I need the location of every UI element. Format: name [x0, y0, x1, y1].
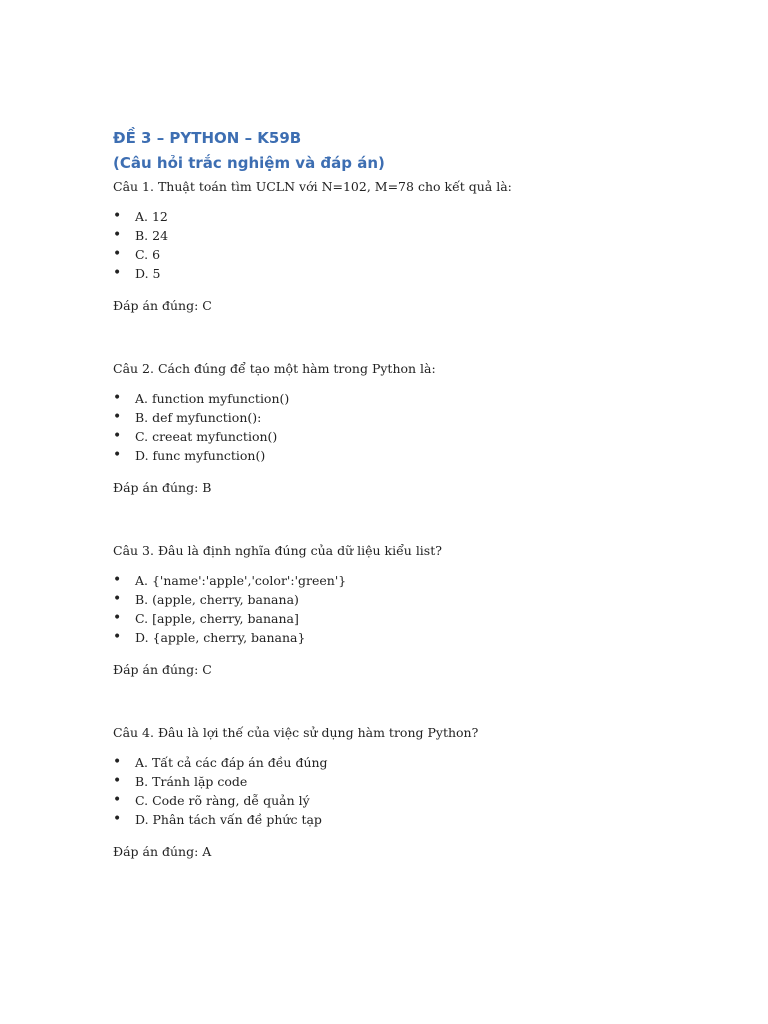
option-a	[113, 207, 713, 226]
question-2	[113, 359, 713, 498]
document-title: ĐỀ 3 – PYTHON – K59B	[113, 129, 302, 147]
option-c	[113, 427, 713, 446]
option-a	[113, 389, 713, 408]
option-c	[113, 245, 713, 264]
bullet-icon: •	[113, 265, 122, 281]
option-a	[113, 753, 713, 772]
bullet-icon: •	[113, 792, 122, 808]
bullet-icon: •	[113, 591, 122, 607]
option-label: D. {apple, cherry, banana}	[135, 630, 306, 645]
option-b	[113, 408, 713, 427]
option-d	[113, 628, 713, 647]
option-label: A. Tất cả các đáp án đều đúng	[135, 755, 328, 770]
options-list	[113, 207, 713, 283]
question-text: Câu 3. Đâu là định nghĩa đúng của dữ liệu kiểu list?	[113, 543, 442, 558]
option-label: A. 12	[135, 209, 168, 224]
option-b	[113, 226, 713, 245]
bullet-icon: •	[113, 227, 122, 243]
options-list	[113, 389, 713, 465]
bullet-icon: •	[113, 246, 122, 262]
bullet-icon: •	[113, 754, 122, 770]
option-d	[113, 264, 713, 283]
option-label: C. creeat myfunction()	[135, 429, 278, 444]
bullet-icon: •	[113, 773, 122, 789]
answer-text: Đáp án đúng: C	[113, 298, 212, 313]
bullet-icon: •	[113, 572, 122, 588]
bullet-icon: •	[113, 409, 122, 425]
bullet-icon: •	[113, 811, 122, 827]
question-text: Câu 1. Thuật toán tìm UCLN với N=102, M=78 cho kết quả là:	[113, 179, 512, 194]
option-label: B. def myfunction():	[135, 410, 262, 425]
answer-text: Đáp án đúng: A	[113, 844, 212, 859]
option-label: A. {'name':'apple','color':'green'}	[135, 573, 347, 588]
bullet-icon: •	[113, 428, 122, 444]
document-subtitle: (Câu hỏi trắc nghiệm và đáp án)	[113, 154, 385, 172]
option-label: D. func myfunction()	[135, 448, 266, 463]
question-3	[113, 541, 713, 680]
bullet-icon: •	[113, 208, 122, 224]
option-c	[113, 609, 713, 628]
option-d	[113, 810, 713, 829]
bullet-icon: •	[113, 629, 122, 645]
option-c	[113, 791, 713, 810]
option-label: D. 5	[135, 266, 161, 281]
option-label: A. function myfunction()	[135, 391, 290, 406]
question-1	[113, 177, 713, 316]
bullet-icon: •	[113, 390, 122, 406]
options-list	[113, 753, 713, 829]
option-d	[113, 446, 713, 465]
option-label: C. [apple, cherry, banana]	[135, 611, 299, 626]
question-4	[113, 723, 713, 862]
option-label: B. (apple, cherry, banana)	[135, 592, 299, 607]
option-label: C. 6	[135, 247, 161, 262]
option-label: C. Code rõ ràng, dễ quản lý	[135, 793, 310, 808]
document-page	[113, 126, 713, 862]
bullet-icon: •	[113, 610, 122, 626]
question-text: Câu 4. Đâu là lợi thế của việc sử dụng hàm trong Python?	[113, 725, 479, 740]
option-label: B. 24	[135, 228, 169, 243]
question-text: Câu 2. Cách đúng để tạo một hàm trong Python là:	[113, 361, 436, 376]
option-a	[113, 571, 713, 590]
answer-text: Đáp án đúng: C	[113, 662, 212, 677]
option-b	[113, 590, 713, 609]
option-label: B. Tránh lặp code	[135, 774, 248, 789]
answer-text: Đáp án đúng: B	[113, 480, 212, 495]
bullet-icon: •	[113, 447, 122, 463]
option-b	[113, 772, 713, 791]
options-list	[113, 571, 713, 647]
option-label: D. Phân tách vấn đề phức tạp	[135, 812, 322, 827]
